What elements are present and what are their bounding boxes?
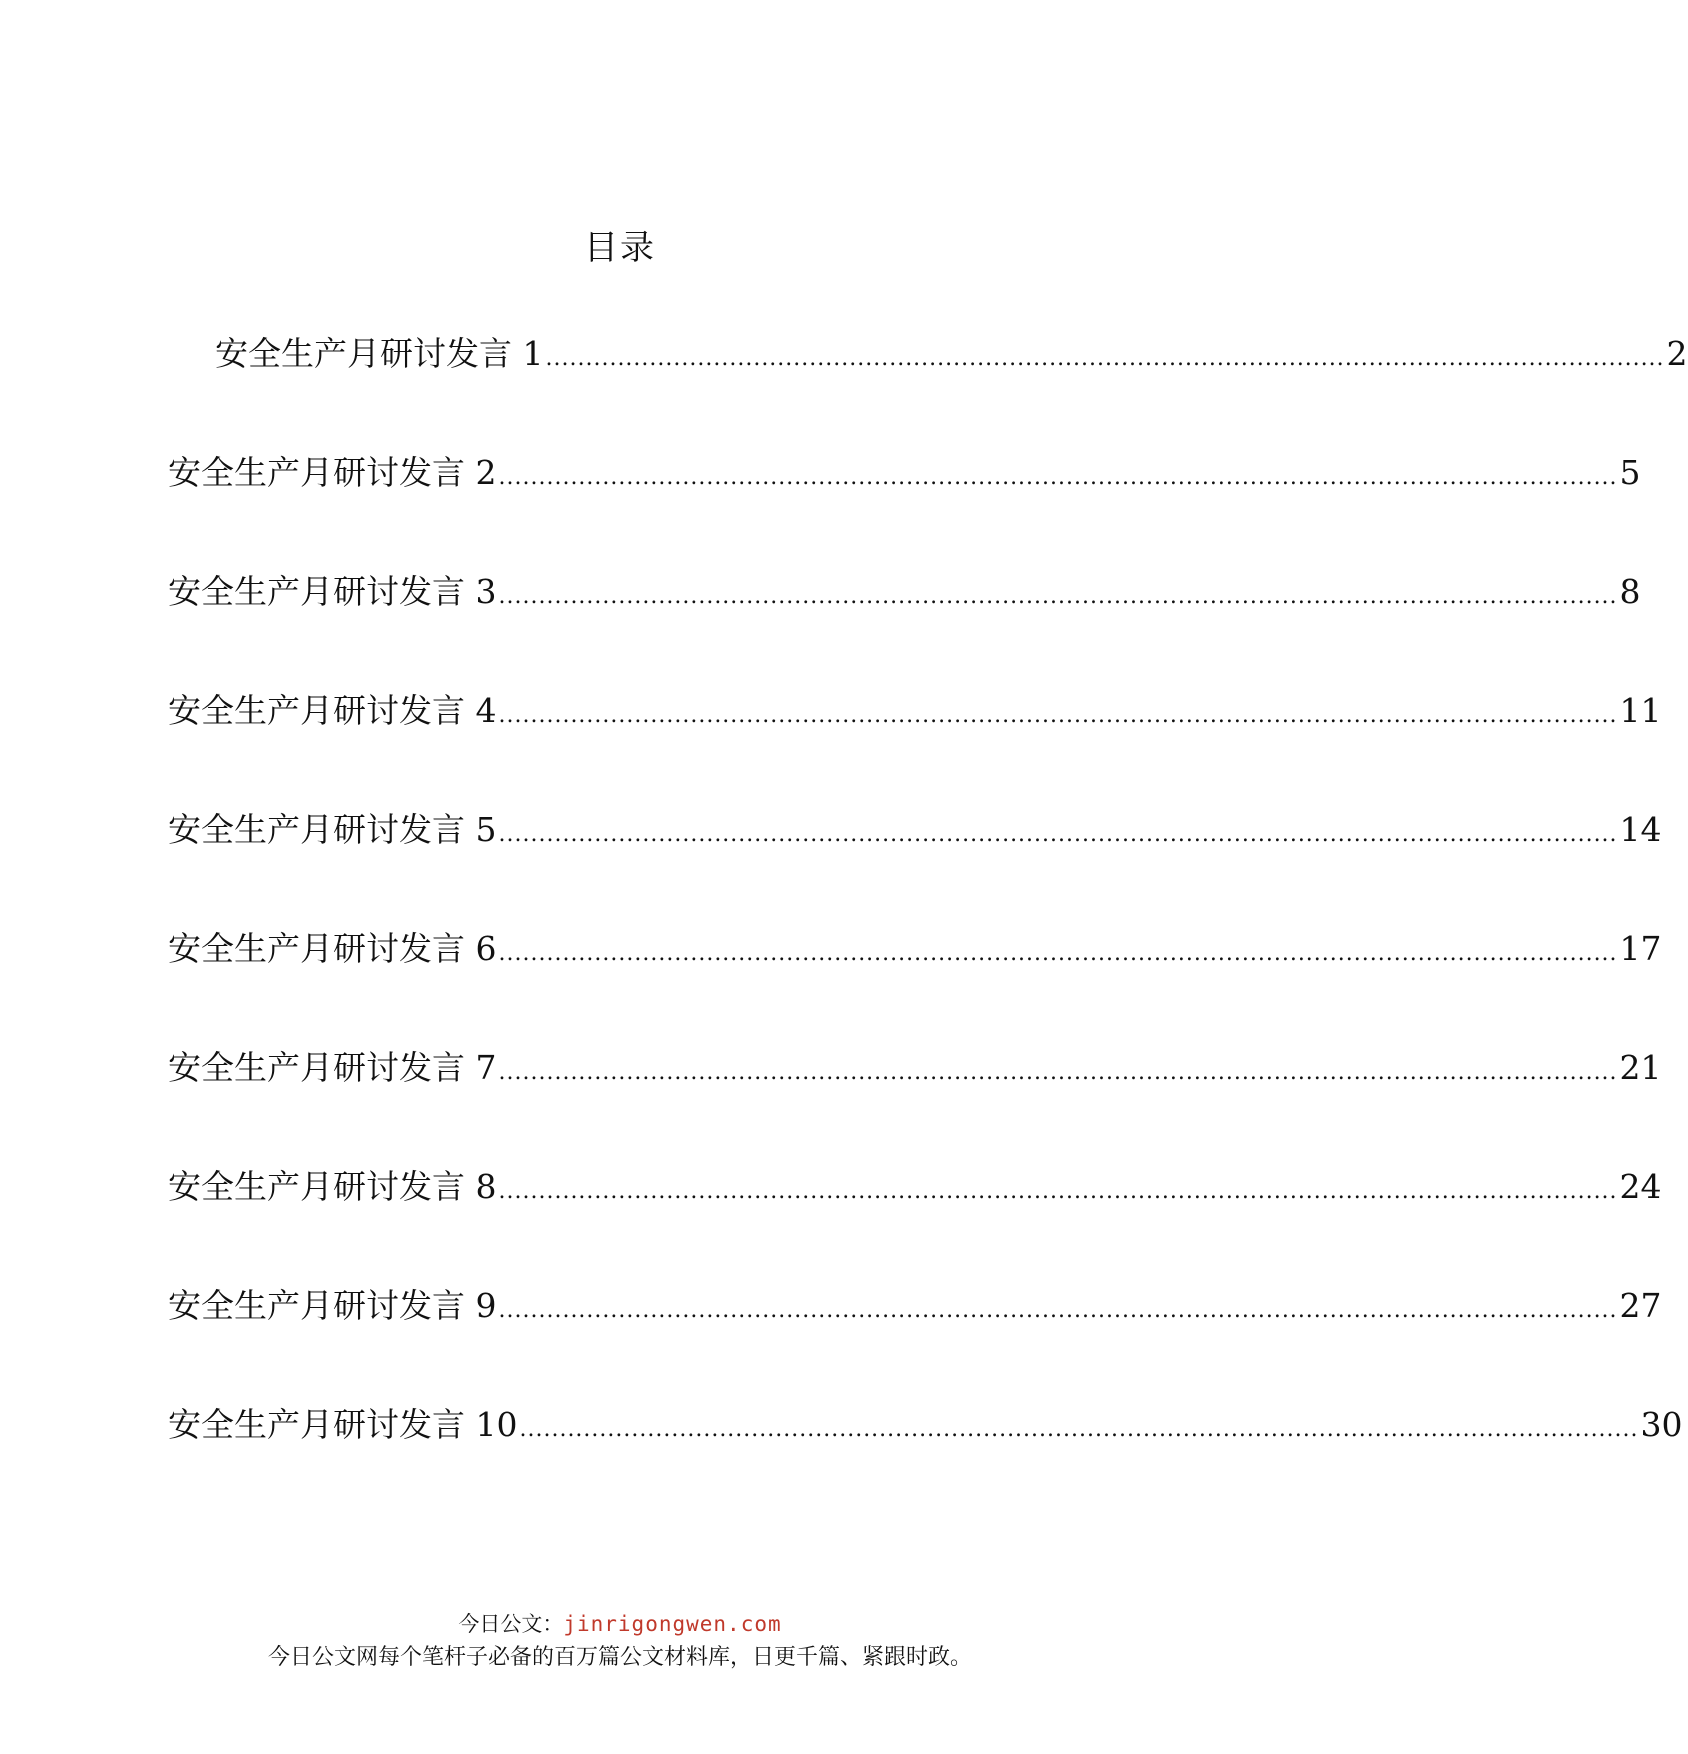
toc-entry-label: 安全生产月研讨发言 5	[168, 810, 497, 849]
toc-page-number: 24	[1619, 1167, 1662, 1206]
toc-leader-dots: ............................................................................................................................................	[498, 1298, 1618, 1323]
toc-entry-label: 安全生产月研讨发言 2	[168, 453, 497, 492]
toc-page-number: 30	[1640, 1405, 1683, 1444]
toc-entry[interactable]	[168, 1282, 1662, 1330]
toc-leader-dots: ............................................................................................................................................	[498, 465, 1618, 490]
toc-leader-dots: ............................................................................................................................................	[519, 1417, 1639, 1442]
toc-entry-label: 安全生产月研讨发言 10	[168, 1405, 518, 1444]
footer-source-line	[0, 1609, 1240, 1639]
toc-page-number: 2	[1666, 334, 1688, 373]
toc-leader-dots: ............................................................................................................................................	[498, 703, 1618, 728]
toc-entry-label: 安全生产月研讨发言 8	[168, 1167, 497, 1206]
toc-entry-label: 安全生产月研讨发言 1	[215, 334, 544, 373]
toc-entry[interactable]	[168, 687, 1662, 735]
page-title: 目录	[584, 228, 656, 268]
toc-entry[interactable]	[168, 1163, 1662, 1211]
toc-entry-label: 安全生产月研讨发言 4	[168, 691, 497, 730]
toc-leader-dots: ............................................................................................................................................	[498, 822, 1618, 847]
footer-source-prefix: 今日公文：	[458, 1612, 564, 1636]
toc-entry[interactable]	[168, 806, 1662, 854]
toc-page-number: 5	[1619, 453, 1641, 492]
toc-leader-dots: ............................................................................................................................................	[498, 584, 1618, 609]
toc-entry[interactable]	[168, 568, 1641, 616]
toc-page-number: 8	[1619, 572, 1641, 611]
toc-page-number: 11	[1619, 691, 1662, 730]
toc-entry-label: 安全生产月研讨发言 7	[168, 1048, 497, 1087]
toc-page-number: 17	[1619, 929, 1662, 968]
toc-entry[interactable]	[168, 1044, 1662, 1092]
toc-leader-dots: ............................................................................................................................................	[498, 1179, 1618, 1204]
toc-entry[interactable]	[215, 330, 1688, 378]
toc-leader-dots: ............................................................................................................................................	[545, 346, 1665, 371]
toc-page-number: 14	[1619, 810, 1662, 849]
footer-tagline: 今日公文网每个笔杆子必备的百万篇公文材料库，日更千篇、紧跟时政。	[267, 1645, 972, 1670]
toc-entry-label: 安全生产月研讨发言 6	[168, 929, 497, 968]
footer-source-link[interactable]: jinrigongwen.com	[563, 1612, 782, 1636]
toc-page-number: 27	[1619, 1286, 1662, 1325]
toc-leader-dots: ............................................................................................................................................	[498, 941, 1618, 966]
toc-leader-dots: ............................................................................................................................................	[498, 1060, 1618, 1085]
toc-entry-label: 安全生产月研讨发言 3	[168, 572, 497, 611]
toc-entry-label: 安全生产月研讨发言 9	[168, 1286, 497, 1325]
toc-page-number: 21	[1619, 1048, 1662, 1087]
toc-entry[interactable]	[168, 1401, 1683, 1449]
toc-entry[interactable]	[168, 449, 1641, 497]
toc-entry[interactable]	[168, 925, 1662, 973]
